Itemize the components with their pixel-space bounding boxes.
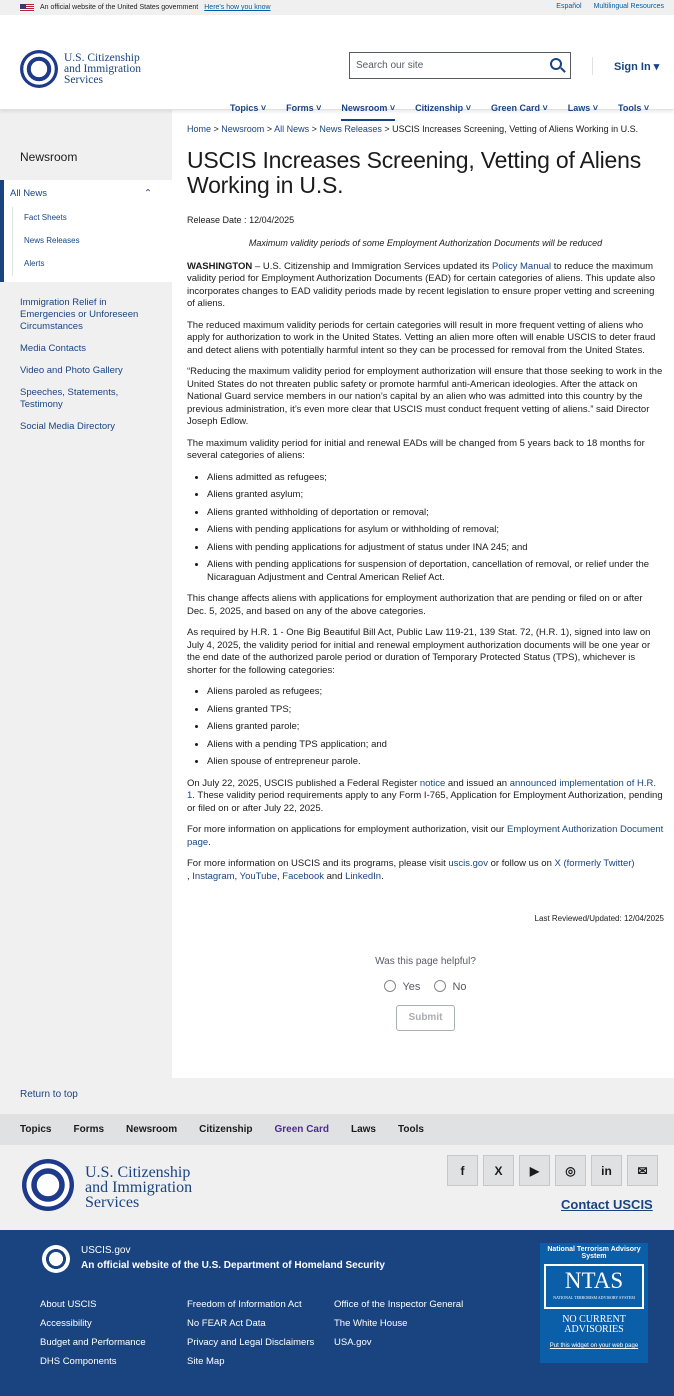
sidebar-item-video-gallery[interactable]: Video and Photo Gallery [20, 365, 123, 376]
nav-green-card[interactable]: Green Card ˅ [490, 103, 548, 113]
youtube-icon[interactable]: ▶ [519, 1155, 550, 1186]
dhs-link[interactable]: U.S. Department of Homeland Security [201, 1260, 385, 1271]
search-icon[interactable] [550, 58, 562, 70]
ntas-logo: NTAS NATIONAL TERRORISM ADVISORY SYSTEM [544, 1264, 644, 1309]
breadcrumb-all-news[interactable]: All News [274, 124, 310, 134]
sidebar [0, 110, 172, 1078]
implementation-link[interactable]: announced implementation of H.R. 1 [187, 777, 656, 801]
nav-topics[interactable]: Topics ˅ [230, 103, 267, 113]
nav-forms[interactable]: Forms ˅ [286, 103, 322, 113]
feedback-question: Was this page helpful? [375, 955, 476, 967]
list-item: • Aliens granted TPS; [207, 704, 664, 717]
paragraph: WASHINGTON – U.S. Citizenship and Immigration Services updated its Policy Manual to reduce the maximum validity period for Employment Authorization Documents (EAD) for certain categories of aliens. This update also incorporates changes to EAD validity periods made by recent legislation to ensure proper vetting and screening of aliens. [187, 260, 656, 309]
breadcrumb-current: USCIS Increases Screening, Vetting of Aliens Working in U.S. [392, 124, 639, 134]
list-item: • Aliens granted withholding of deportation or removal; [207, 507, 664, 520]
breadcrumb-home[interactable]: Home [187, 124, 212, 134]
ntas-widget[interactable]: National Terrorism Advisory System NTAS NATIONAL TERRORISM ADVISORY SYSTEM NO CURRENT ADVISORIES Put this widget on your web page [540, 1243, 648, 1363]
sign-in-button[interactable]: Sign In ▾ [614, 61, 660, 73]
linkedin-icon[interactable]: in [591, 1155, 622, 1186]
footer-nav-forms[interactable]: Forms [73, 1124, 105, 1135]
policy-manual-link[interactable]: Policy Manual [492, 260, 552, 272]
youtube-link[interactable]: YouTube [239, 870, 277, 882]
dhs-seal-icon [42, 1245, 70, 1273]
return-to-top-link[interactable]: Return to top [20, 1089, 78, 1100]
sidebar-item-fact-sheets[interactable]: Fact Sheets [12, 207, 172, 230]
footer-link[interactable]: The White House [334, 1318, 408, 1329]
category-list [207, 472, 664, 585]
footer-nav [0, 1114, 674, 1145]
paragraph: For more information on USCIS and its programs, please visit uscis.gov or follow us on X (formerly Twitter) , Instagram, YouTube, Facebook and LinkedIn. [187, 858, 635, 882]
ntas-status: NO CURRENT ADVISORIES [562, 1314, 626, 1335]
social-icons [447, 1155, 658, 1186]
list-item: • Alien spouse of entrepreneur parole. [207, 756, 664, 769]
sidebar-item-media-contacts[interactable]: Media Contacts [20, 343, 87, 354]
espanol-link[interactable]: Español [556, 3, 582, 10]
footer-link[interactable]: DHS Components [40, 1356, 117, 1367]
heres-how-you-know-link[interactable]: Here's how you know [204, 4, 271, 11]
category-list [207, 686, 664, 769]
list-item: • Aliens with a pending TPS application; and [207, 739, 664, 752]
contact-uscis-link[interactable]: Contact USCIS [561, 1197, 653, 1212]
list-item: • Aliens admitted as refugees; [207, 472, 664, 485]
footer-nav-citizenship[interactable]: Citizenship [199, 1124, 253, 1135]
instagram-icon[interactable]: ◎ [555, 1155, 586, 1186]
us-flag-icon [20, 4, 34, 12]
uscis-gov-label: USCIS.gov [81, 1245, 131, 1256]
lede: Maximum validity periods of some Employment Authorization Documents will be reduced [248, 238, 603, 248]
footer-link[interactable]: Freedom of Information Act [187, 1299, 302, 1310]
footer-link[interactable]: Office of the Inspector General [334, 1299, 464, 1310]
gov-footer [0, 1230, 674, 1396]
footer-link[interactable]: Budget and Performance [40, 1337, 146, 1348]
breadcrumb-news-releases[interactable]: News Releases [319, 124, 382, 134]
footer-link[interactable]: Accessibility [40, 1318, 92, 1329]
site-header [0, 15, 674, 113]
no-radio[interactable]: No [434, 980, 466, 994]
main-nav [230, 103, 669, 121]
feedback-form [187, 956, 664, 1032]
return-to-top [0, 1078, 674, 1114]
facebook-icon[interactable]: f [447, 1155, 478, 1186]
last-reviewed: Last Reviewed/Updated: 12/04/2025 [534, 914, 664, 923]
nav-citizenship[interactable]: Citizenship ˅ [415, 103, 471, 113]
footer-link[interactable]: Site Map [187, 1356, 225, 1367]
x-icon[interactable]: X [483, 1155, 514, 1186]
yes-radio[interactable]: Yes [384, 980, 420, 994]
dhs-seal-icon[interactable] [20, 50, 58, 88]
release-date: Release Date : 12/04/2025 [187, 214, 295, 225]
nav-laws[interactable]: Laws ˅ [567, 103, 599, 113]
main-content [172, 110, 674, 1078]
breadcrumb: Home > Newsroom > All News > News Releases > USCIS Increases Screening, Vetting of Aliens Working in U.S. [187, 124, 639, 134]
instagram-link[interactable]: Instagram [192, 870, 235, 882]
paragraph: For more information on applications for employment authorization, visit our Employment Authorization Document page. [187, 824, 664, 848]
list-item: • Aliens granted asylum; [207, 489, 664, 502]
x-link[interactable]: X (formerly Twitter) [554, 858, 635, 869]
search-input[interactable]: Search our site [349, 52, 571, 79]
footer-uscis-logo[interactable]: U.S. Citizenship and Immigration Services [85, 1164, 193, 1211]
chevron-up-icon: ⌃ [144, 188, 152, 199]
ntas-widget-link[interactable]: Put this widget on your web page [549, 1343, 639, 1349]
ead-page-link[interactable]: Employment Authorization Document page [187, 824, 664, 848]
footer-link[interactable]: Privacy and Legal Disclaimers [187, 1337, 315, 1348]
list-item: • Aliens granted parole; [207, 721, 664, 734]
paragraph: The maximum validity period for initial and renewal EADs will be changed from 5 years back to 18 months for several categories of aliens: [187, 437, 645, 461]
page-title: USCIS Increases Screening, Vetting of Aliens Working in U.S. [187, 146, 642, 198]
paragraph: The reduced maximum validity periods for certain categories will result in more frequent vetting of aliens who apply for authorization to work in the United States. Vetting an alien more often will enable USCIS to deter fraud and detect aliens with potentially harmful intent so they can be processed for removal from the United States. [187, 319, 656, 356]
paragraph: On July 22, 2025, USCIS published a Federal Register notice and issued an announced implementation of H.R. 1. These validity period requirements apply to any Form I-765, Application for Employment Authorization, pending or filed on or after July 22, 2025. [187, 777, 663, 814]
linkedin-link[interactable]: LinkedIn [345, 870, 382, 882]
nav-newsroom[interactable]: Newsroom ˅ [341, 103, 395, 121]
footer-nav-green-card[interactable]: Green Card [274, 1124, 329, 1135]
gov-banner [0, 0, 674, 15]
gov-banner-text: An official website of the United States government [40, 4, 199, 11]
sidebar-item-social-media[interactable]: Social Media Directory [20, 421, 116, 432]
uscis-gov-link[interactable]: uscis.gov [448, 858, 488, 869]
multilingual-link[interactable]: Multilingual Resources [593, 3, 664, 10]
sidebar-item-all-news[interactable]: All News ⌃ [10, 188, 152, 199]
sidebar-item-alerts[interactable]: Alerts [12, 253, 172, 276]
list-item: • Aliens with pending applications for adjustment of status under INA 245; and [207, 542, 664, 555]
footer-links [40, 1299, 481, 1367]
submit-button[interactable]: Submit [396, 1005, 456, 1032]
paragraph: “Reducing the maximum validity period for employment authorization will ensure that those seeking to work in the United States do not threaten public safety or promote harmful anti-American ideologies. After the attack on National Guard service members in our nation’s capital by an alien who was admitted into this country by the previous administration, it’s even more clear that USCIS must conduct frequent vetting of aliens.” said Director Joseph Edlow. [187, 366, 663, 427]
sidebar-title: Newsroom [20, 150, 78, 164]
paragraph: This change affects aliens with applications for employment authorization that are pending or filed on or after Dec. 5, 2025, and based on any of the above categories. [187, 593, 643, 617]
dhs-seal-icon[interactable] [22, 1159, 74, 1211]
footer-nav-laws[interactable]: Laws [350, 1124, 376, 1135]
sidebar-item-news-releases[interactable]: News Releases [12, 230, 172, 253]
footer-link[interactable]: USA.gov [334, 1337, 372, 1348]
footer-nav-tools[interactable]: Tools [398, 1124, 424, 1135]
footer-nav-topics[interactable]: Topics [20, 1124, 52, 1135]
footer-nav-newsroom[interactable]: Newsroom [126, 1124, 178, 1135]
list-item: • Aliens with pending applications for asylum or withholding of removal; [207, 524, 664, 537]
uscis-logo[interactable]: U.S. Citizenship and Immigration Services [64, 52, 141, 86]
list-item: • Aliens paroled as refugees; [207, 686, 664, 699]
notice-link[interactable]: notice [419, 777, 446, 789]
nav-tools[interactable]: Tools ˅ [618, 103, 650, 113]
list-item: • Aliens with pending applications for suspension of deportation, cancellation of removal, or relief under the Nicaraguan Adjustment and Central American Relief Act. [207, 559, 664, 584]
footer-logo-section [0, 1145, 674, 1230]
facebook-link[interactable]: Facebook [282, 870, 324, 882]
footer-link[interactable]: No FEAR Act Data [187, 1318, 266, 1329]
paragraph: As required by H.R. 1 - One Big Beautiful Bill Act, Public Law 119-21, 139 Stat. 72, (H.R. 1), signed into law on July 4, 2025, the validity period for initial and renewal employment authorization documents will be one year or the end date of the authorized parole period or duration of Temporary Protected Status (TPS), whichever is shorter for the following categories: [187, 627, 651, 676]
email-icon[interactable]: ✉ [627, 1155, 658, 1186]
sidebar-item-speeches[interactable]: Speeches, Statements, Testimony [20, 387, 119, 410]
sidebar-item-immigration-relief[interactable]: Immigration Relief in Emergencies or Unforeseen Circumstances [20, 297, 139, 332]
breadcrumb-newsroom[interactable]: Newsroom [221, 124, 265, 134]
footer-link[interactable]: About USCIS [40, 1299, 97, 1310]
official-website-text: An official website of the U.S. Department of Homeland Security [81, 1260, 385, 1271]
